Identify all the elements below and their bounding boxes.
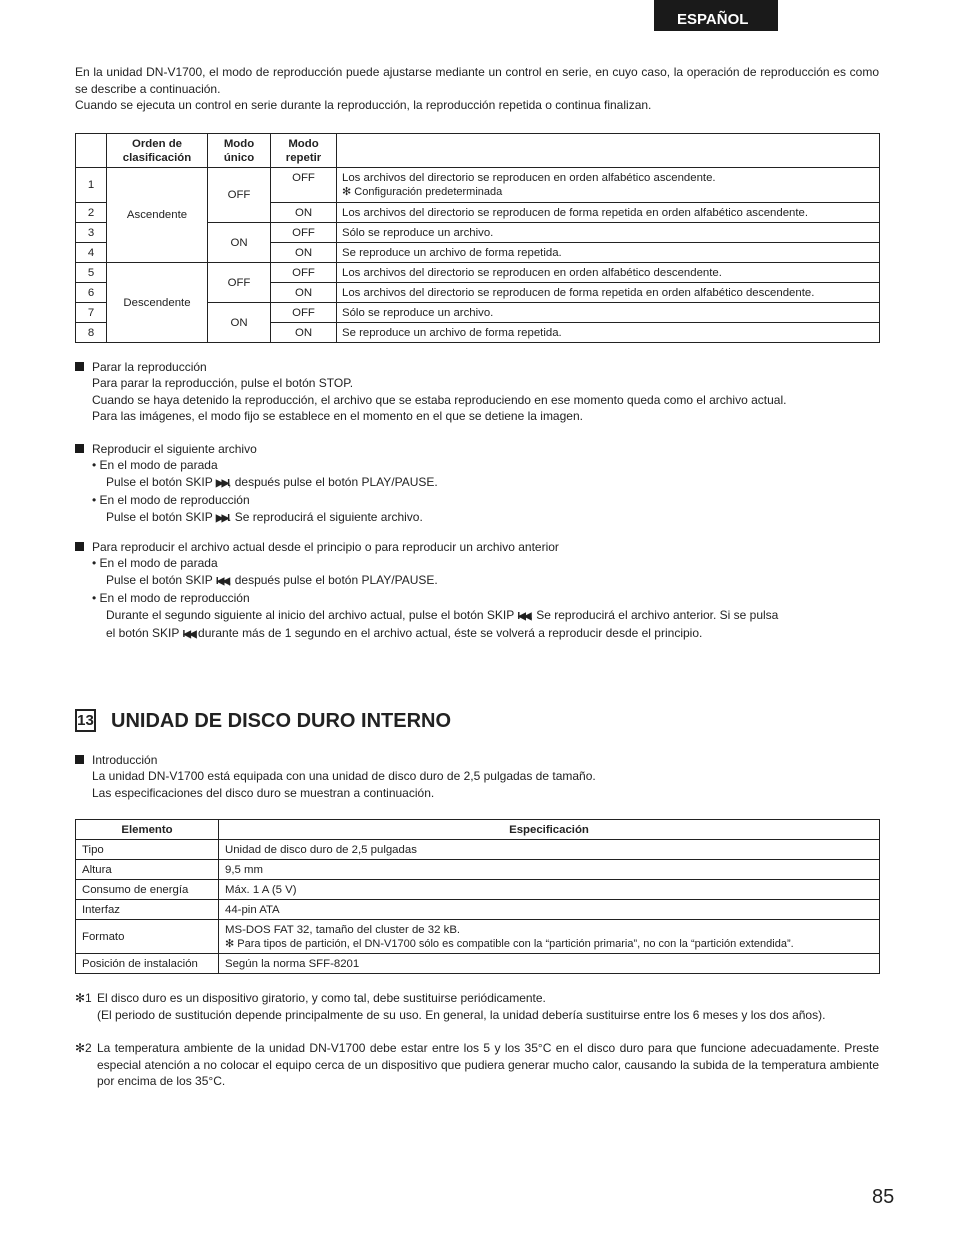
row-number: 7	[76, 303, 107, 323]
section-title: UNIDAD DE DISCO DURO INTERNO	[111, 710, 452, 732]
partition-note: ✻ Para tipos de partición, el DN-V1700 sólo es compatible con la “partición primaria”, no con la “partición extendida”.	[225, 937, 794, 950]
block-title: Introducción	[92, 753, 158, 767]
single-mode-cell: OFF	[208, 168, 271, 223]
description-text: Los archivos del directorio se reproducen en orden alfabético ascendente.	[342, 172, 716, 184]
repeat-mode-cell: ON	[271, 243, 337, 263]
item-cell: Posición de instalación	[76, 954, 219, 974]
sort-order-cell: Descendente	[107, 263, 208, 343]
section-number: 13	[75, 709, 96, 732]
square-bullet-icon	[75, 362, 84, 371]
table-row	[76, 954, 880, 974]
table-header	[337, 134, 880, 168]
spec-cell: Unidad de disco duro de 2,5 pulgadas	[219, 840, 880, 860]
description-cell: Sólo se reproduce un archivo.	[337, 303, 880, 323]
bullet-item: • En el modo de parada	[92, 458, 218, 473]
block-title: Reproducir el siguiente archivo	[92, 442, 257, 456]
square-bullet-icon	[75, 542, 84, 551]
intro-paragraph-2: Cuando se ejecuta un control en serie durante la reproducción, la reproducción repetida o continua finalizan.	[75, 98, 652, 112]
block-line	[75, 572, 879, 590]
skip-forward-icon: ▶▶I	[215, 512, 229, 524]
description-cell: Los archivos del directorio se reproducen de forma repetida en orden alfabético ascendente.	[337, 203, 880, 223]
description-cell: Los archivos del directorio se reproducen de forma repetida en orden alfabético descendente.	[337, 283, 880, 303]
line-text: , después pulse el botón PLAY/PAUSE.	[228, 572, 438, 587]
repeat-mode-cell: ON	[271, 203, 337, 223]
repeat-mode-cell: OFF	[271, 223, 337, 243]
block-line	[75, 607, 879, 625]
block-line	[75, 625, 879, 643]
single-mode-cell: ON	[208, 223, 271, 263]
table-header-row	[76, 820, 880, 840]
hdd-spec-table	[75, 819, 880, 974]
line-text: Pulse el botón SKIP	[106, 572, 213, 587]
line-text: Pulse el botón SKIP	[106, 474, 213, 489]
description-cell: Los archivos del directorio se reproducen en orden alfabético descendente.	[337, 263, 880, 283]
next-file-block	[75, 441, 879, 527]
repeat-mode-cell: OFF	[271, 263, 337, 283]
skip-forward-icon: ▶▶I	[215, 477, 229, 489]
footnote-text: La temperatura ambiente de la unidad DN-V1700 debe estar entre los 5 y los 35°C en el disco duro para que funcione adecuadamente. Preste especial atención a no colocar el equipo cerca de un dispositivo que pudiera generar mucho calor, causando la subida de la temperatura ambiente por encima de los 35°C.	[97, 1041, 879, 1088]
bullet-item: • En el modo de reproducción	[92, 591, 250, 606]
table-header-row	[76, 134, 880, 168]
playback-mode-table	[75, 133, 880, 343]
row-number: 8	[76, 323, 107, 343]
bullet-item: • En el modo de parada	[92, 556, 218, 571]
single-mode-cell: OFF	[208, 263, 271, 303]
spec-cell	[219, 920, 880, 954]
square-bullet-icon	[75, 755, 84, 764]
line-text: . Se reproducirá el siguiente archivo.	[228, 509, 423, 524]
item-cell: Tipo	[76, 840, 219, 860]
footnote-label: ✻2	[75, 1041, 92, 1055]
item-cell: Altura	[76, 860, 219, 880]
block-line: La unidad DN-V1700 está equipada con una unidad de disco duro de 2,5 pulgadas de tamaño.	[92, 769, 596, 784]
single-mode-cell: ON	[208, 303, 271, 343]
table-header	[76, 134, 107, 168]
table-header: Orden de clasificación	[107, 134, 208, 168]
hdd-intro-block	[75, 752, 879, 801]
default-setting-note: ✻ Configuración predeterminada	[342, 186, 503, 198]
repeat-mode-cell: ON	[271, 283, 337, 303]
table-header: Modo repetir	[271, 134, 337, 168]
row-number: 1	[76, 168, 107, 203]
table-row	[76, 880, 880, 900]
block-line: Cuando se haya detenido la reproducción, el archivo que se estaba reproduciendo en ese momento queda como el archivo actual.	[92, 392, 787, 407]
sort-order-cell: Ascendente	[107, 168, 208, 263]
page-number: 85	[872, 1186, 895, 1208]
item-cell: Formato	[76, 920, 219, 954]
intro-paragraph: En la unidad DN-V1700, el modo de reproducción puede ajustarse mediante un control en serie, en cuyo caso, la operación de reproducción es como se describe a continuación.	[75, 65, 879, 96]
table-row	[76, 840, 880, 860]
description-cell: Se reproduce un archivo de forma repetida.	[337, 243, 880, 263]
block-line: Para las imágenes, el modo fijo se establece en el momento en el que se detiene la imagen.	[92, 409, 583, 424]
line-text: durante más de 1 segundo en el archivo actual, éste se volverá a reproducir desde el principio.	[198, 626, 703, 641]
footnote-text: El disco duro es un dispositivo giratorio, y como tal, debe sustituirse periódicamente.	[97, 991, 546, 1005]
line-text: , después pulse el botón PLAY/PAUSE.	[228, 474, 438, 489]
block-title: Para reproducir el archivo actual desde el principio o para reproducir un archivo anterior	[92, 540, 559, 554]
repeat-mode-cell: OFF	[271, 303, 337, 323]
previous-file-block	[75, 539, 879, 643]
line-text: Pulse el botón SKIP	[106, 509, 213, 524]
row-number: 5	[76, 263, 107, 283]
table-row	[76, 860, 880, 880]
table-row	[76, 263, 880, 283]
row-number: 4	[76, 243, 107, 263]
block-line	[75, 474, 879, 492]
footnote	[75, 1040, 879, 1090]
line-text: Durante el segundo siguiente al inicio del archivo actual, pulse el botón SKIP	[106, 607, 515, 622]
item-cell: Interfaz	[76, 900, 219, 920]
block-line	[75, 509, 879, 527]
square-bullet-icon	[75, 444, 84, 453]
description-cell: Sólo se reproduce un archivo.	[337, 223, 880, 243]
block-line: Las especificaciones del disco duro se muestran a continuación.	[92, 785, 435, 800]
bullet-item: • En el modo de reproducción	[92, 493, 250, 508]
skip-back-icon: I◀◀	[182, 629, 195, 641]
description-cell	[337, 168, 880, 203]
footnote-text: (El periodo de sustitución depende principalmente de su uso. En general, la unidad debería sustituirse entre los 6 meses y los dos años).	[97, 1007, 826, 1022]
repeat-mode-cell: OFF	[271, 168, 337, 203]
line-text: . Se reproducirá el archivo anterior. Si se pulsa	[529, 607, 779, 622]
table-header: Modo único	[208, 134, 271, 168]
row-number: 3	[76, 223, 107, 243]
stop-playback-block	[75, 359, 879, 425]
spec-cell: 9,5 mm	[219, 860, 880, 880]
item-cell: Consumo de energía	[76, 880, 219, 900]
footnote	[75, 990, 879, 1023]
table-header: Elemento	[76, 820, 219, 840]
description-cell: Se reproduce un archivo de forma repetida.	[337, 323, 880, 343]
line-text: el botón SKIP	[106, 626, 180, 641]
footnote-label: ✻1	[75, 991, 92, 1005]
block-title: Parar la reproducción	[92, 360, 207, 374]
table-row	[76, 920, 880, 954]
spec-cell: Máx. 1 A (5 V)	[219, 880, 880, 900]
skip-back-icon: I◀◀	[517, 610, 530, 622]
spec-cell: 44-pin ATA	[219, 900, 880, 920]
row-number: 6	[76, 283, 107, 303]
row-number: 2	[76, 203, 107, 223]
repeat-mode-cell: ON	[271, 323, 337, 343]
block-line: Para parar la reproducción, pulse el botón STOP.	[92, 376, 354, 391]
table-row	[76, 900, 880, 920]
table-row	[76, 168, 880, 203]
table-header: Especificación	[219, 820, 880, 840]
spec-text: MS-DOS FAT 32, tamaño del cluster de 32 kB.	[225, 923, 461, 936]
language-tab: ESPAÑOL	[654, 0, 778, 31]
skip-back-icon: I◀◀	[215, 575, 229, 587]
spec-cell: Según la norma SFF-8201	[219, 954, 880, 974]
